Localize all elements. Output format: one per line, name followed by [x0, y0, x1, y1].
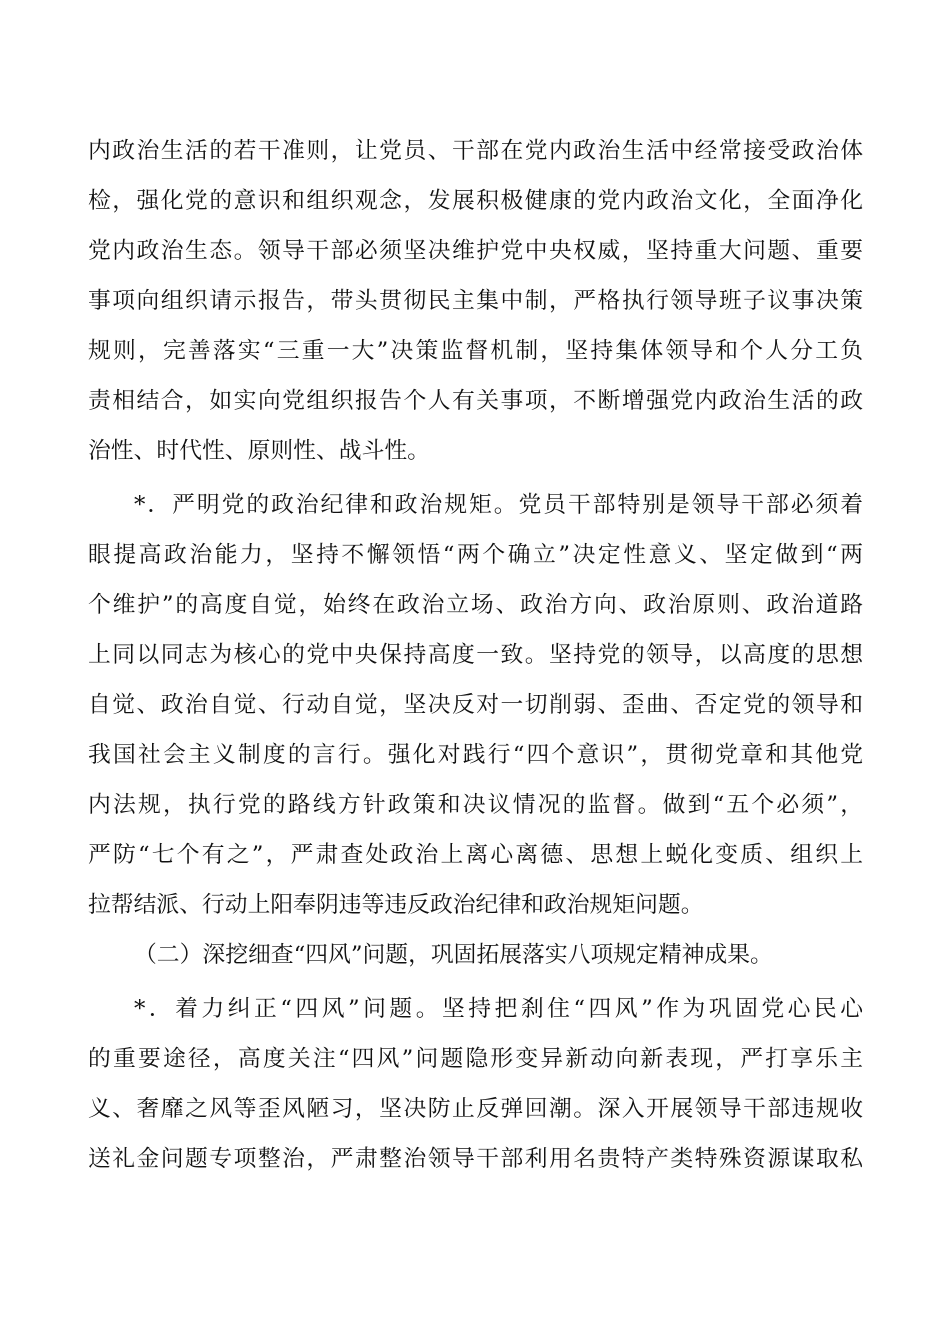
text-line: 眼提高政治能力，坚持不懈领悟“两个确立”决定性意义、坚定做到“两: [88, 542, 863, 568]
text-line: 自觉、政治自觉、行动自觉，坚决反对一切削弱、歪曲、否定党的领导和: [88, 692, 863, 718]
text-line: 规则，完善落实“三重一大”决策监督机制，坚持集体领导和个人分工负: [88, 338, 863, 364]
text-line: 检，强化党的意识和组织观念，发展积极健康的党内政治文化，全面净化: [88, 188, 863, 214]
text-line: 责相结合，如实向党组织报告个人有关事项，不断增强党内政治生活的政: [88, 388, 863, 414]
text-line: 义、奢靡之风等歪风陋习，坚决防止反弹回潮。深入开展领导干部违规收: [88, 1096, 863, 1122]
text-line: 送礼金问题专项整治，严肃整治领导干部利用名贵特产类特殊资源谋取私: [88, 1146, 863, 1172]
text-line: 内法规，执行党的路线方针政策和决议情况的监督。做到“五个必须”，: [88, 792, 863, 818]
text-line: 内政治生活的若干准则，让党员、干部在党内政治生活中经常接受政治体: [88, 138, 863, 164]
text-line: 严防“七个有之”，严肃查处政治上离心离德、思想上蜕化变质、组织上: [88, 842, 863, 868]
section-heading: （二）深挖细查“四风”问题，巩固拓展落实八项规定精神成果。: [134, 942, 773, 968]
text-line: 上同以同志为核心的党中央保持高度一致。坚持党的领导，以高度的思想: [88, 642, 863, 668]
text-line: 拉帮结派、行动上阳奉阴违等违反政治纪律和政治规矩问题。: [88, 892, 704, 918]
text-line: 个维护”的高度自觉，始终在政治立场、政治方向、政治原则、政治道路: [88, 592, 863, 618]
text-line: 我国社会主义制度的言行。强化对践行“四个意识”，贯彻党章和其他党: [88, 742, 863, 768]
paragraph-first-line: *．着力纠正“四风”问题。坚持把刹住“四风”作为巩固党心民心: [134, 996, 863, 1022]
text-line: 事项向组织请示报告，带头贯彻民主集中制，严格执行领导班子议事决策: [88, 288, 863, 314]
paragraph-first-line: *．严明党的政治纪律和政治规矩。党员干部特别是领导干部必须着: [134, 492, 863, 518]
text-line: 的重要途径，高度关注“四风”问题隐形变异新动向新表现，严打享乐主: [88, 1046, 863, 1072]
text-line: 治性、时代性、原则性、战斗性。: [88, 438, 430, 464]
text-line: 党内政治生态。领导干部必须坚决维护党中央权威，坚持重大问题、重要: [88, 238, 863, 264]
